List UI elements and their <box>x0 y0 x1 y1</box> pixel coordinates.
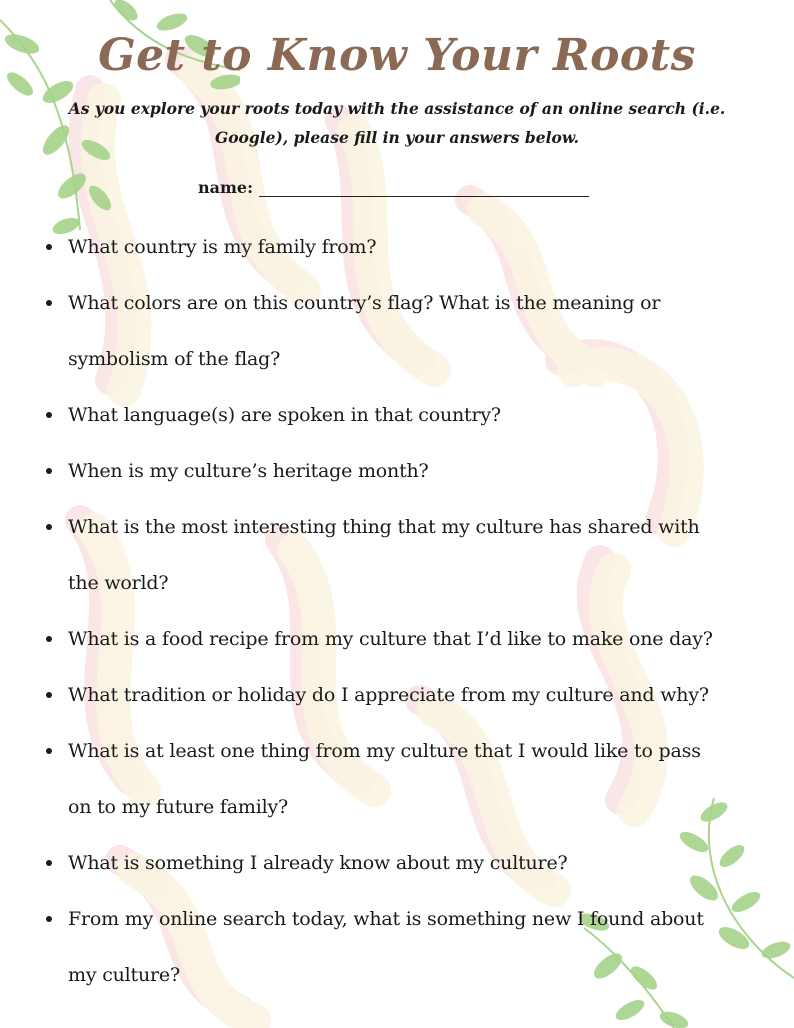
name-blank-line[interactable] <box>259 178 589 197</box>
name-field-row <box>198 178 589 197</box>
question-item <box>68 891 768 1003</box>
question-item <box>68 275 768 387</box>
question-text: What is at least one thing from my culture that I would like to pass <box>68 740 701 762</box>
question-item <box>68 499 768 611</box>
question-text-continued: my culture? <box>68 964 180 986</box>
question-item <box>68 219 768 275</box>
question-item <box>68 667 768 723</box>
question-text: From my online search today, what is something new I found about <box>68 908 704 930</box>
question-text: What colors are on this country’s flag? What is the meaning or <box>68 292 661 314</box>
question-text-continued: the world? <box>68 572 169 594</box>
question-item <box>68 835 768 891</box>
question-text: What is the most interesting thing that my culture has shared with <box>68 516 700 538</box>
question-text: When is my culture’s heritage month? <box>68 460 429 482</box>
question-text-continued: on to my future family? <box>68 796 288 818</box>
question-item <box>68 387 768 443</box>
question-list <box>68 219 768 1003</box>
question-text: What is something I already know about my culture? <box>68 852 568 874</box>
question-text: What language(s) are spoken in that country? <box>68 404 501 426</box>
question-text: What country is my family from? <box>68 236 377 258</box>
question-text-continued: symbolism of the flag? <box>68 348 281 370</box>
question-text: What is a food recipe from my culture that I’d like to make one day? <box>68 628 713 650</box>
page-title: Get to Know Your Roots <box>98 30 696 81</box>
question-item <box>68 611 768 667</box>
question-item <box>68 443 768 499</box>
name-label: name: <box>198 178 254 197</box>
question-item <box>68 723 768 835</box>
instructions: As you explore your roots today with the assistance of an online search (i.e. Google), please fill in your answers below. <box>68 99 726 147</box>
question-text: What tradition or holiday do I appreciate from my culture and why? <box>68 684 709 706</box>
